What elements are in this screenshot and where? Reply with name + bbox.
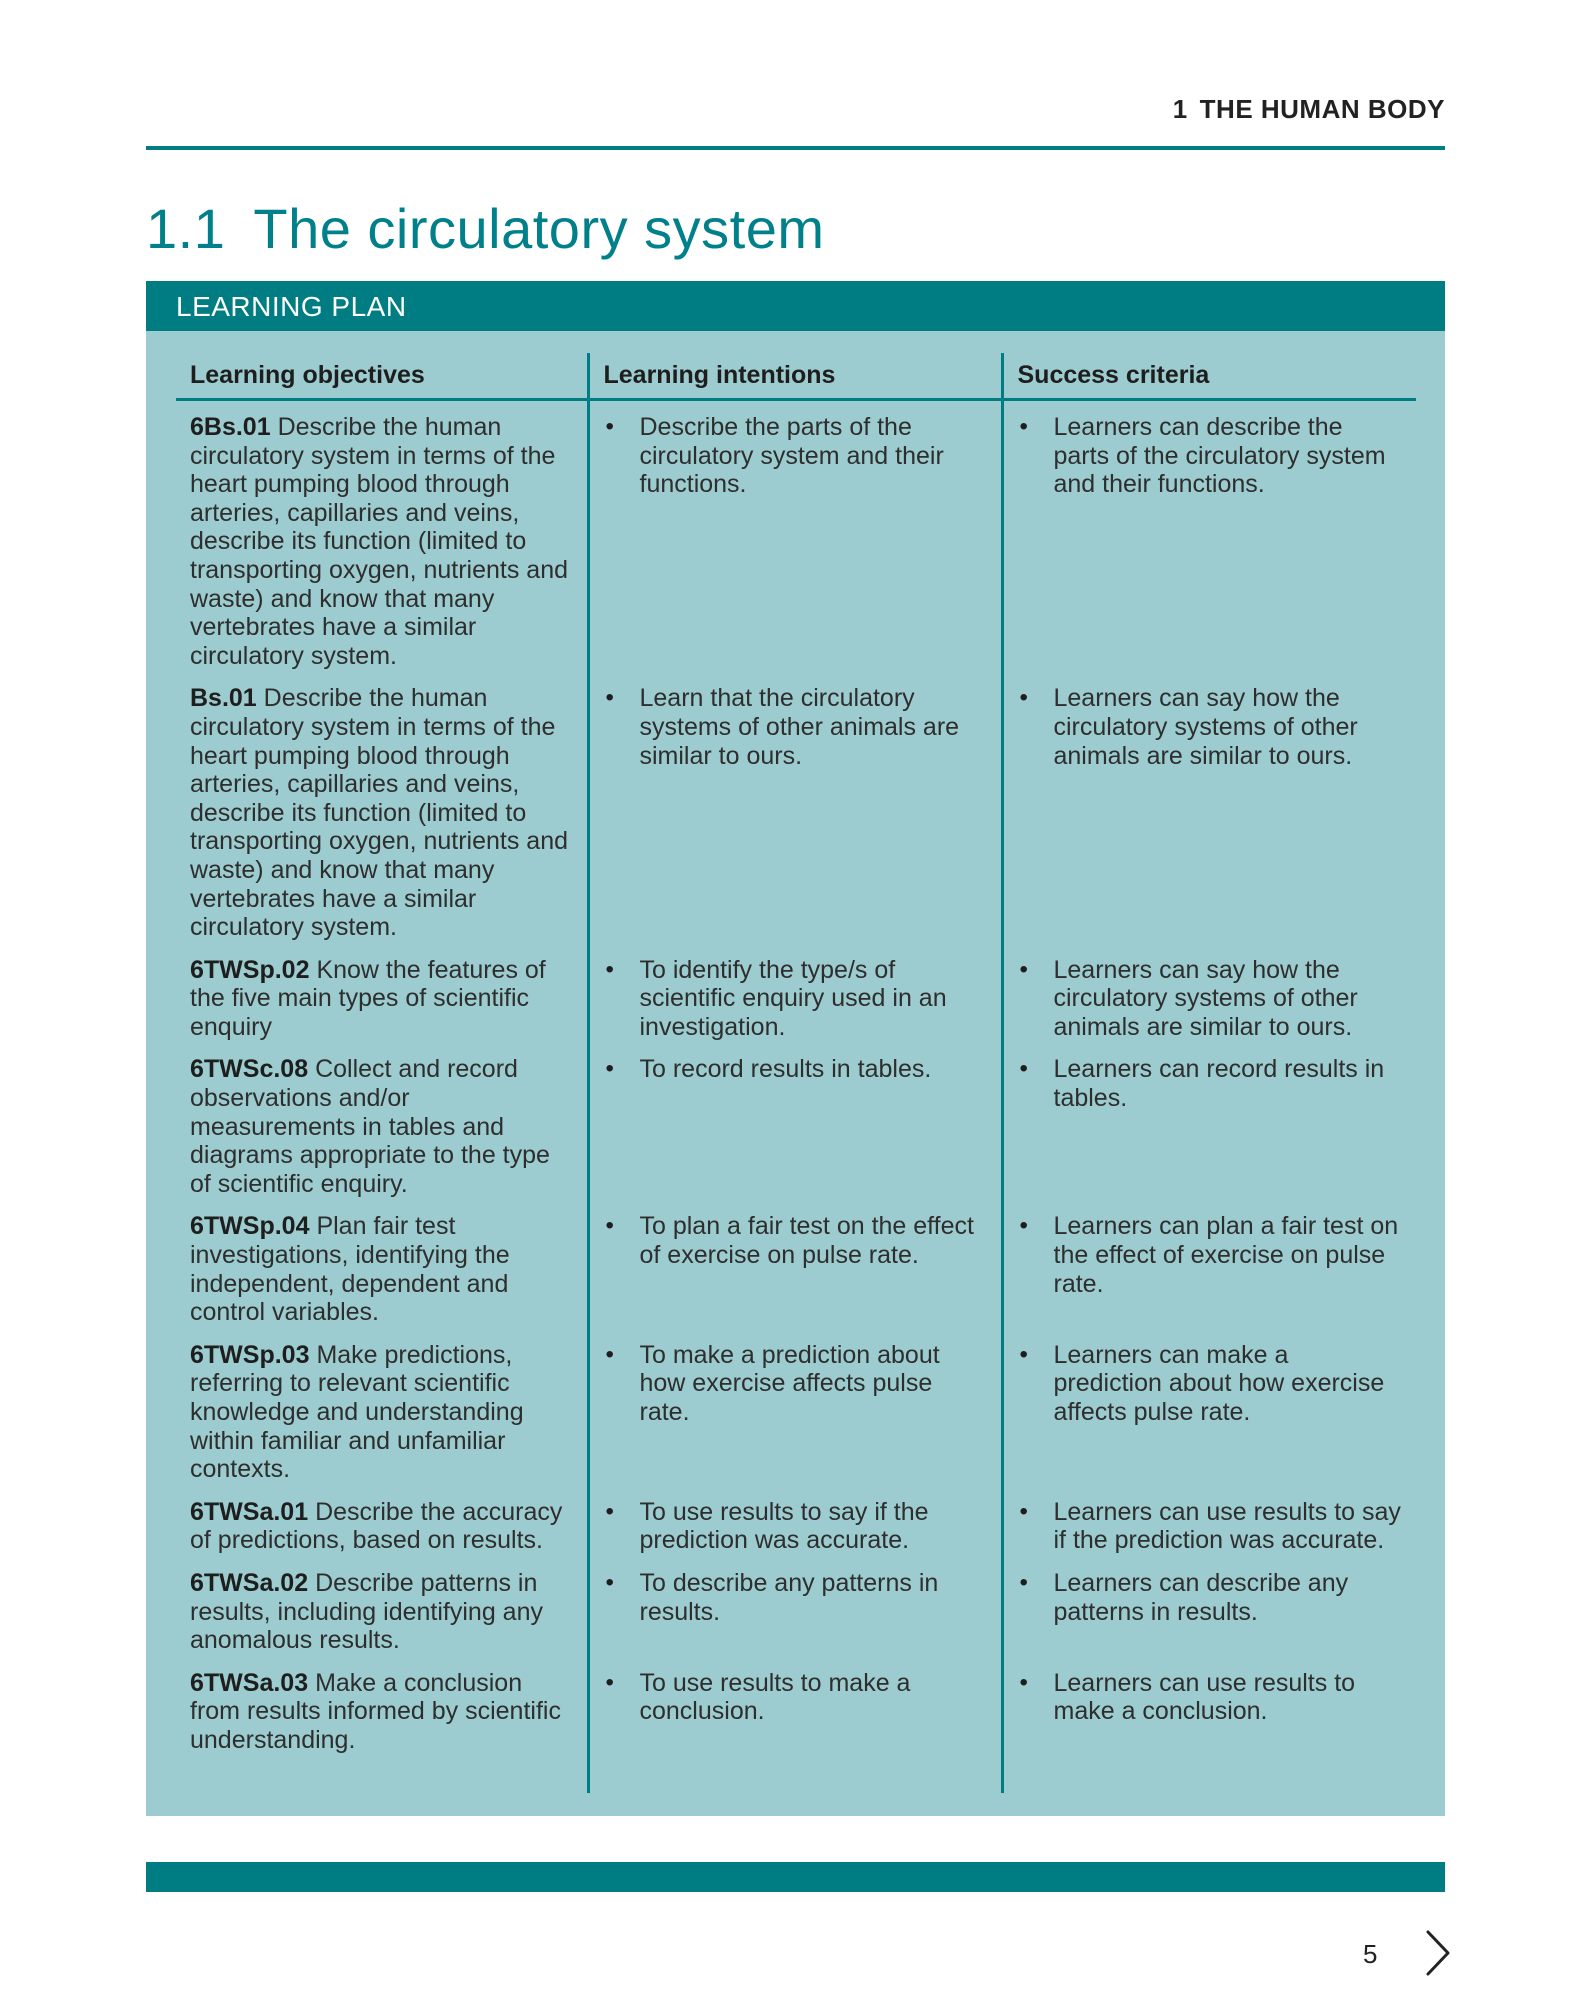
criteria-cell bbox=[1002, 956, 1416, 1056]
objective-code: 6TWSp.03 bbox=[190, 1340, 310, 1369]
objective-code: 6TWSp.02 bbox=[190, 955, 310, 984]
objective-cell bbox=[176, 1341, 588, 1498]
objective-cell bbox=[176, 1569, 588, 1669]
page-number: 5 bbox=[1363, 1939, 1378, 1969]
table-row bbox=[176, 684, 1416, 955]
intention-cell bbox=[588, 684, 1002, 955]
intention-bullet: • To describe any patterns in results. bbox=[604, 1569, 987, 1626]
objective-cell bbox=[176, 1669, 588, 1793]
table-row bbox=[176, 1669, 1416, 1793]
table-header-row bbox=[176, 353, 1416, 400]
intention-cell bbox=[588, 1341, 1002, 1498]
table-row bbox=[176, 956, 1416, 1056]
chapter-number: 1 bbox=[1172, 94, 1188, 124]
objective-code: 6Bs.01 bbox=[190, 413, 271, 441]
criteria-cell bbox=[1002, 1669, 1416, 1793]
table-row bbox=[176, 1055, 1416, 1212]
intention-bullet: • Describe the parts of the circulatory system and their functions. bbox=[604, 413, 987, 499]
objective-code: Bs.01 bbox=[190, 684, 257, 713]
objective-text: Describe the human circulatory system in terms of the heart pumping blood through arteries, capillaries and veins, describe its function (limited to transporting oxygen, nutrients and waste) and know that many vertebrates have a similar circulatory system. bbox=[190, 684, 569, 942]
criteria-cell bbox=[1002, 684, 1416, 955]
objective-text: Make a conclusion from results informed by scientific understanding. bbox=[190, 1668, 561, 1754]
criteria-bullet: • Learners can make a prediction about how exercise affects pulse rate. bbox=[1018, 1341, 1403, 1427]
intention-bullet: • To identify the type/s of scientific enquiry used in an investigation. bbox=[604, 956, 987, 1042]
objective-text: Collect and record observations and/or measurements in tables and diagrams appropriate to the type of scientific enquiry. bbox=[190, 1055, 550, 1198]
intention-bullet: • To use results to say if the prediction was accurate. bbox=[604, 1498, 987, 1555]
table-row bbox=[176, 1341, 1416, 1498]
table-row bbox=[176, 1498, 1416, 1569]
objective-text: Describe the accuracy of predictions, based on results. bbox=[190, 1497, 563, 1555]
criteria-bullet: • Learners can use results to make a conclusion. bbox=[1018, 1669, 1403, 1726]
criteria-cell bbox=[1002, 1498, 1416, 1569]
intention-cell bbox=[588, 956, 1002, 1056]
objective-text: Know the features of the five main types of scientific enquiry bbox=[190, 955, 546, 1041]
objective-code: 6TWSc.08 bbox=[190, 1055, 309, 1084]
intention-bullet: • To record results in tables. bbox=[604, 1055, 987, 1084]
column-header-criteria: Success criteria bbox=[1002, 353, 1416, 400]
intention-cell bbox=[588, 1212, 1002, 1340]
intention-cell bbox=[588, 1669, 1002, 1793]
column-header-intentions: Learning intentions bbox=[588, 353, 1002, 400]
chapter-title: THE HUMAN BODY bbox=[1199, 94, 1445, 124]
criteria-bullet: • Learners can use results to say if the prediction was accurate. bbox=[1018, 1498, 1403, 1555]
intention-cell bbox=[588, 400, 1002, 685]
objective-code: 6TWSp.04 bbox=[190, 1212, 310, 1241]
criteria-bullet: • Learners can say how the circulatory systems of other animals are similar to ours. bbox=[1018, 956, 1403, 1042]
learning-plan-panel bbox=[146, 281, 1445, 1816]
intention-cell bbox=[588, 1055, 1002, 1212]
criteria-bullet: • Learners can describe any patterns in results. bbox=[1018, 1569, 1403, 1626]
objective-cell bbox=[176, 400, 588, 685]
learning-plan-table bbox=[176, 353, 1416, 1793]
section-number: 1.1 bbox=[146, 197, 226, 260]
intention-bullet: • Learn that the circulatory systems of other animals are similar to ours. bbox=[604, 684, 987, 770]
criteria-bullet: • Learners can record results in tables. bbox=[1018, 1055, 1403, 1112]
objective-code: 6TWSa.02 bbox=[190, 1568, 309, 1597]
objective-code: 6TWSa.03 bbox=[190, 1668, 309, 1697]
criteria-cell bbox=[1002, 1569, 1416, 1669]
learning-plan-banner: LEARNING PLAN bbox=[146, 281, 1445, 331]
intention-bullet: • To plan a fair test on the effect of exercise on pulse rate. bbox=[604, 1212, 987, 1269]
criteria-bullet: • Learners can describe the parts of the circulatory system and their functions. bbox=[1018, 413, 1403, 499]
criteria-bullet: • Learners can say how the circulatory systems of other animals are similar to ours. bbox=[1018, 684, 1403, 770]
objective-cell bbox=[176, 1055, 588, 1212]
intention-cell bbox=[588, 1498, 1002, 1569]
criteria-cell bbox=[1002, 1055, 1416, 1212]
footer-bar bbox=[146, 1862, 1445, 1892]
intention-bullet: • To make a prediction about how exercise affects pulse rate. bbox=[604, 1341, 987, 1427]
criteria-cell bbox=[1002, 1212, 1416, 1340]
chapter-header bbox=[1173, 94, 1445, 125]
intention-cell bbox=[588, 1569, 1002, 1669]
section-title bbox=[146, 196, 825, 261]
objective-cell bbox=[176, 1212, 588, 1340]
objective-code: 6TWSa.01 bbox=[190, 1497, 309, 1526]
table-row bbox=[176, 1212, 1416, 1340]
objective-text: Plan fair test investigations, identifying the independent, dependent and control variables. bbox=[190, 1212, 510, 1327]
column-header-objectives: Learning objectives bbox=[176, 353, 588, 400]
objective-text: Make predictions, referring to relevant scientific knowledge and understanding within familiar and unfamiliar contexts. bbox=[190, 1340, 524, 1484]
objective-cell bbox=[176, 956, 588, 1056]
criteria-cell bbox=[1002, 1341, 1416, 1498]
objective-cell bbox=[176, 684, 588, 955]
section-title-text: The circulatory system bbox=[253, 197, 825, 260]
objective-text: Describe the human circulatory system in terms of the heart pumping blood through arteries, capillaries and veins, describe its function (limited to transporting oxygen, nutrients and waste) and know that many vertebrates have a similar circulatory system. bbox=[190, 413, 569, 670]
table-row bbox=[176, 400, 1416, 685]
objective-text: Describe patterns in results, including identifying any anomalous results. bbox=[190, 1568, 543, 1655]
objective-cell bbox=[176, 1498, 588, 1569]
header-divider bbox=[146, 146, 1445, 150]
intention-bullet: • To use results to make a conclusion. bbox=[604, 1669, 987, 1726]
chevron-right-icon[interactable] bbox=[1422, 1928, 1452, 1978]
criteria-cell bbox=[1002, 400, 1416, 685]
table-row bbox=[176, 1569, 1416, 1669]
criteria-bullet: • Learners can plan a fair test on the effect of exercise on pulse rate. bbox=[1018, 1212, 1403, 1298]
